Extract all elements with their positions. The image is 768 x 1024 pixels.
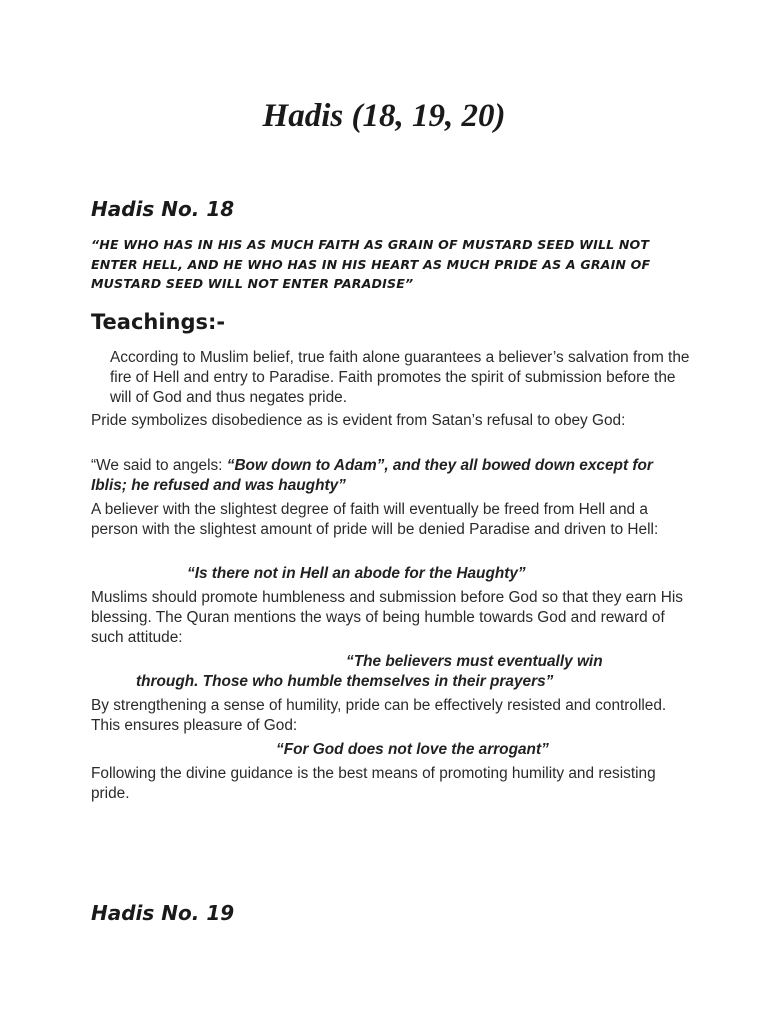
paragraph-divine-guidance: Following the divine guidance is the best means of promoting humility and resisting pride.: [91, 765, 656, 802]
paragraph-angels-quote: [91, 456, 691, 496]
paragraph-humbleness: Muslims should promote humbleness and submission before God so that they earn His blessing. The Quran mentions the ways of being humble towards God and reward of such attitude:: [91, 589, 683, 646]
paragraph-faith-salvation: [91, 348, 691, 408]
document-title: Hadis (18, 19, 20): [262, 98, 506, 134]
hadis-18-quote: “HE WHO HAS IN HIS AS MUCH FAITH AS GRAIN OF MUSTARD SEED WILL NOT ENTER HELL, AND HE WHO HAS IN HIS HEART AS MUCH PRIDE AS A GRAIN OF MUSTARD SEED WILL NOT ENTER PARADISE”: [91, 237, 651, 291]
paragraph-faith-salvation-text: According to Muslim belief, true faith alone guarantees a believer’s salvation from the fire of Hell and entry to Paradise. Faith promotes the spirit of submission before the will of God and thus negates pride.: [110, 349, 690, 406]
quote-believers-win: [136, 652, 656, 692]
angels-quote-bold: “Bow down to Adam”, and they all bowed down except for Iblis; he refused and was haughty”: [91, 457, 653, 494]
teachings-heading: Teachings:-: [91, 310, 226, 334]
paragraph-slightest-faith: A believer with the slightest degree of faith will eventually be freed from Hell and a person with the slightest amount of pride will be denied Paradise and driven to Hell:: [91, 501, 659, 538]
quote-believers-line-2: through. Those who humble themselves in their prayers”: [136, 673, 554, 690]
paragraph-pride-disobedience: Pride symbolizes disobedience as is evident from Satan’s refusal to obey God:: [91, 412, 626, 429]
quote-arrogant: “For God does not love the arrogant”: [276, 741, 549, 758]
paragraph-humility-resist: By strengthening a sense of humility, pride can be effectively resisted and controlled. This ensures pleasure of God:: [91, 697, 667, 734]
quote-believers-line-1: “The believers must eventually win: [346, 653, 603, 670]
hadis-18-heading: Hadis No. 18: [91, 197, 235, 221]
angels-quote-intro: “We said to angels:: [91, 457, 227, 474]
quote-abode-haughty: “Is there not in Hell an abode for the Haughty”: [187, 565, 526, 582]
hadis-19-heading: Hadis No. 19: [91, 901, 235, 925]
